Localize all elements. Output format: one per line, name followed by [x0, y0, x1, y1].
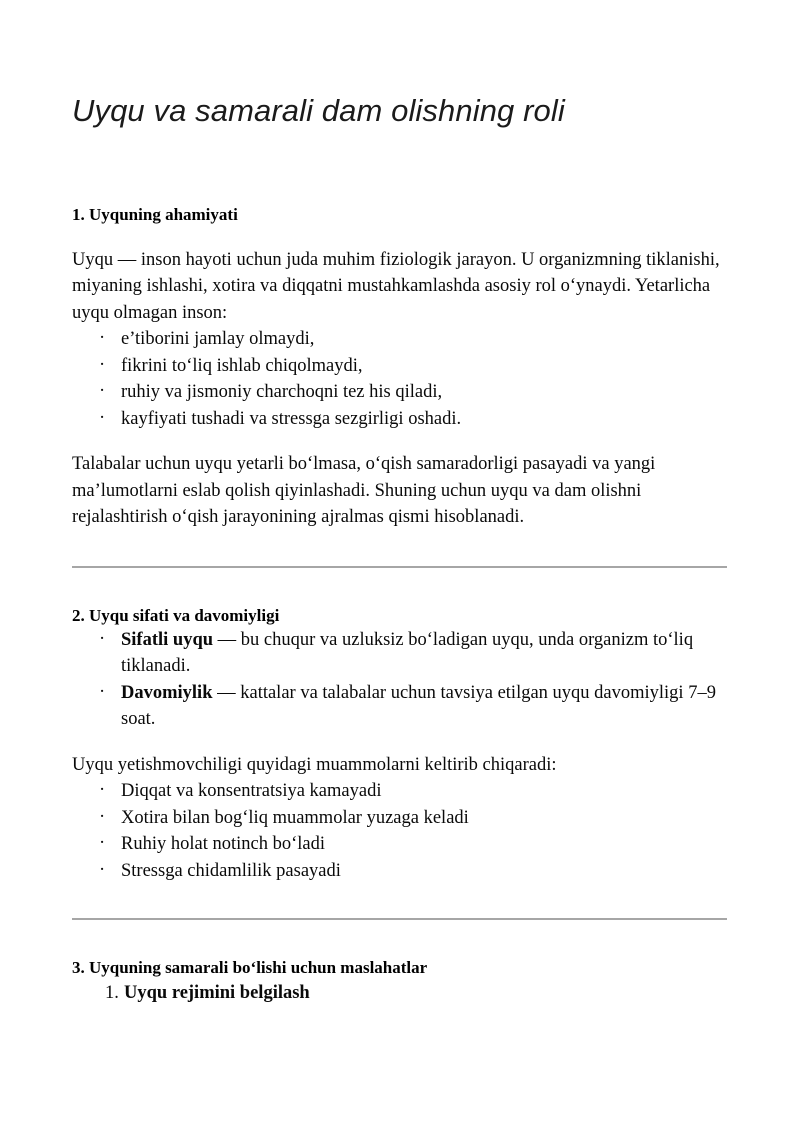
- list-item-text: fikrini to‘liq ishlab chiqolmaydi,: [121, 355, 363, 376]
- section-2-definition-list: [72, 627, 728, 733]
- section-heading-2: 2. Uyqu sifati va davomiyligi: [72, 605, 280, 625]
- list-item: [72, 831, 728, 858]
- list-item-text: Ruhiy holat notinch bo‘ladi: [121, 834, 325, 855]
- list-item: [72, 627, 728, 680]
- definition-description: — kattalar va talabalar uchun tavsiya etilgan uyqu davomiyligi 7–9 soat.: [121, 682, 716, 730]
- section-1-intro-paragraph: Uyqu — inson hayoti uchun juda muhim fiziologik jarayon. U organizmning tiklanishi, miyaning ishlashi, xotira va diqqatni mustahkamlashda asosiy rol o‘ynaydi. Yetarlicha uyqu olmagan inson:: [72, 249, 720, 323]
- list-item: [72, 858, 728, 885]
- list-item: [72, 353, 728, 380]
- list-item-text: kayfiyati tushadi va stressga sezgirligi oshadi.: [121, 408, 462, 429]
- section-1-closing-paragraph: Talabalar uchun uyqu yetarli bo‘lmasa, o‘qish samaradorligi pasayadi va yangi ma’lumotlarni eslab qolish qiyinlashadi. Shuning uchun uyqu va dam olishni rejalashtirish o‘qish jarayonining ajralmas qismi hisoblanadi.: [72, 454, 656, 528]
- section-2-intro-paragraph: Uyqu yetishmovchiligi quyidagi muammolarni keltirib chiqaradi:: [72, 754, 557, 775]
- list-item-text: Diqqat va konsentratsiya kamayadi: [121, 781, 382, 802]
- list-item-text: Xotira bilan bog‘liq muammolar yuzaga keladi: [121, 807, 469, 828]
- definition-term: Davomiylik: [121, 682, 213, 703]
- section-1-bullet-list: [72, 326, 728, 432]
- section-2-bullet-list: [72, 778, 728, 884]
- page-title: Uyqu va samarali dam olishning roli: [72, 93, 565, 128]
- list-item-text: ruhiy va jismoniy charchoqni tez his qiladi,: [121, 382, 443, 403]
- list-item: [72, 379, 728, 406]
- list-item: [72, 680, 728, 733]
- list-item-number: 1.: [105, 982, 119, 1003]
- list-item-text: Stressga chidamlilik pasayadi: [121, 860, 341, 881]
- list-item: [72, 980, 728, 1007]
- list-item-text: Uyqu rejimini belgilash: [124, 982, 310, 1003]
- section-heading-3: 3. Uyquning samarali bo‘lishi uchun maslahatlar: [72, 958, 428, 978]
- list-item: [72, 805, 728, 832]
- list-item: [72, 406, 728, 433]
- definition-term: Sifatli uyqu: [121, 629, 214, 650]
- list-item: [72, 778, 728, 805]
- section-heading-1: 1. Uyquning ahamiyati: [72, 204, 238, 224]
- list-item-text: e’tiborini jamlay olmaydi,: [121, 329, 315, 350]
- list-item: [72, 326, 728, 353]
- definition-description: — bu chuqur va uzluksiz bo‘ladigan uyqu, unda organizm to‘liq tiklanadi.: [121, 629, 694, 677]
- section-3-numbered-list: [72, 980, 728, 1007]
